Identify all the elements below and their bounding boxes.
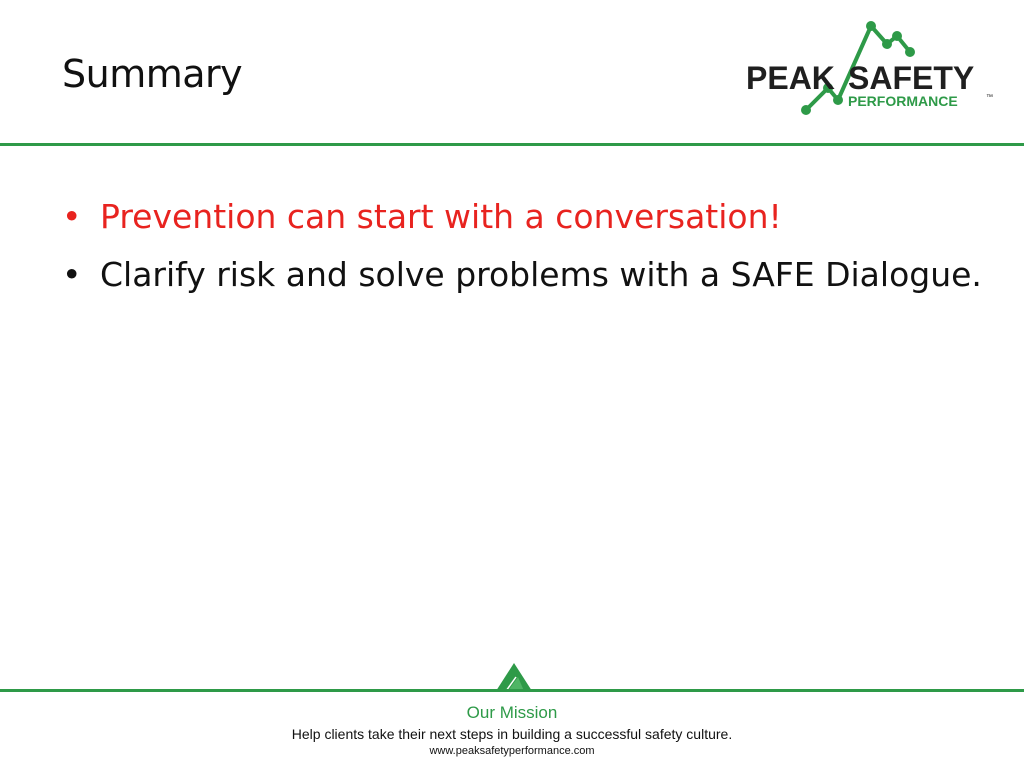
website-link[interactable]: www.peaksafetyperformance.com: [429, 745, 595, 757]
logo-trademark: ™: [986, 94, 993, 101]
bullet-dot-icon: •: [62, 255, 82, 294]
mission-heading: Our Mission: [466, 703, 558, 722]
slide-title: Summary: [62, 52, 243, 96]
logo-word-performance: PERFORMANCE: [848, 93, 958, 109]
bullet-item: [62, 246, 984, 304]
bullet-item: [62, 188, 984, 246]
bullet-list: [62, 188, 984, 304]
mission-statement: Help clients take their next steps in building a successful safety culture.: [291, 726, 733, 742]
bullet-dot-icon: •: [62, 197, 82, 236]
header-divider: [0, 143, 1024, 146]
footer: [0, 703, 1024, 757]
logo-word-safety: SAFETY: [848, 60, 975, 96]
bullet-text: Clarify risk and solve problems with a SAFE Dialogue.: [100, 255, 982, 294]
bullet-text: Prevention can start with a conversation!: [100, 197, 782, 236]
mountain-icon: [494, 661, 534, 691]
logo-word-peak: PEAK: [746, 60, 835, 96]
peak-safety-logo: [744, 18, 992, 118]
mountain-line-icon: [744, 18, 992, 118]
footer-divider: [0, 689, 1024, 692]
